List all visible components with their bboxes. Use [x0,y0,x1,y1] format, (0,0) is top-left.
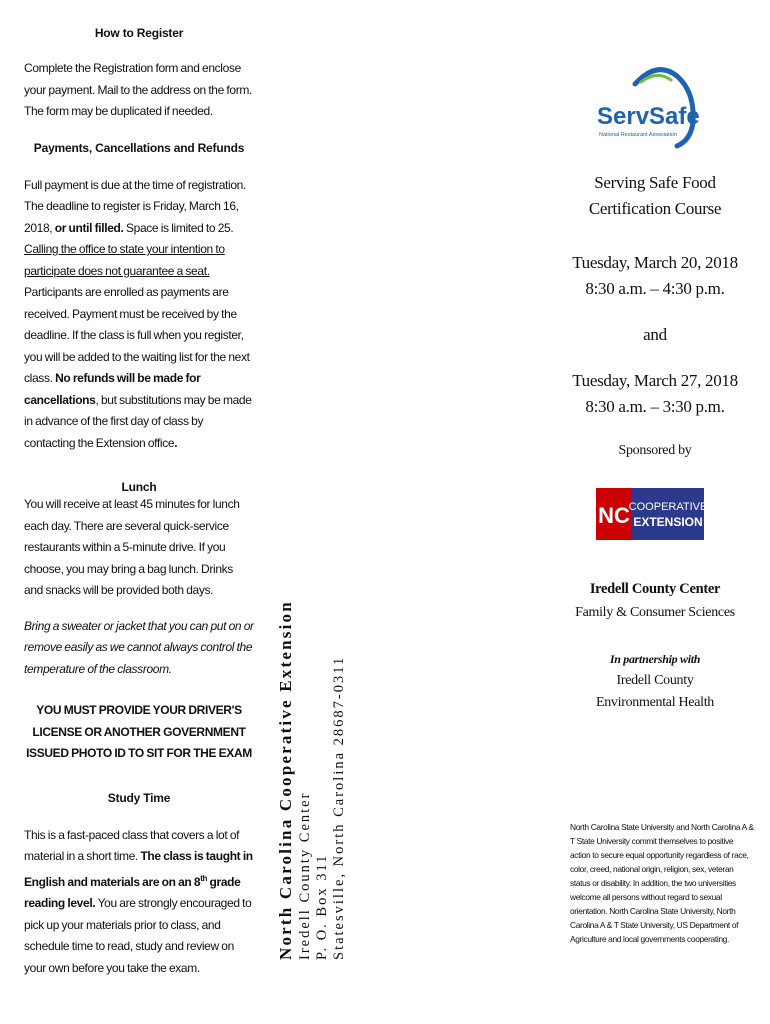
center-subtitle: Family & Consumer Sciences [575,605,735,620]
payments-underlined: Calling the office to state your intention to participate does not guarantee a seat. [24,242,225,278]
study-text-b: You are strongly encouraged to pick up your materials prior to class, and schedule time to read, study and review on your own before you take the exam. [24,896,252,975]
study-time-heading: Study Time [107,790,171,805]
study-sup: th [200,873,208,883]
photo-id-notice [24,700,254,765]
partnership-label: In partnership with [609,652,701,666]
payments-p2-bold: No refunds will be made for cancellations [24,371,201,407]
payments-p1: Full payment is due at the time of registration. The deadline to register is Friday, March 16, 2018, [24,177,246,235]
partner-line-2: Environmental Health [595,695,715,710]
study-bold-b: grade reading level. [24,874,241,910]
nc-cooperative-extension-logo [596,488,704,540]
nc-logo-line-2: EXTENSION [633,515,703,529]
payments-p2-tail: , but substitutions may be made in advance of the first day of class by contacting the Extension office [24,392,252,450]
and-label: and [643,325,667,344]
lunch-heading: Lunch [121,480,157,494]
course-title-1: Serving Safe Food [594,173,716,192]
payments-p1-bold: or until filled. [54,220,124,235]
session-2-time: 8:30 a.m. – 3:30 p.m. [585,397,725,416]
sponsored-by: Sponsored by [618,443,692,458]
payments-p2-end: . [174,435,178,450]
nc-logo-letters: NC [598,503,630,528]
how-to-register-text: Complete the Registration form and enclose your payment. Mail to the address on the form. The form may be duplicated if needed. [24,61,253,118]
session-2-date: Tuesday, March 27, 2018 [572,371,738,390]
photo-id-notice-text: YOU MUST PROVIDE YOUR DRIVER'S LICENSE OR ANOTHER GOVERNMENT ISSUED PHOTO ID TO SIT FOR THE EXAM [26,703,252,760]
payments-p2: Participants are enrolled as payments are received. Payment must be received by the deadline. If the class is full when you register, you will be added to the waiting list for the next class. [24,285,250,385]
study-bold-a: The class is taught in English and materials are on an 8 [24,849,253,889]
servsafe-logo-text: ServSafe [597,103,700,130]
payments-p1-tail: Space is limited to 25. [125,220,234,235]
payments-heading: Payments, Cancellations and Refunds [33,140,245,155]
session-1-date: Tuesday, March 20, 2018 [572,253,738,272]
lunch-text: You will receive at least 45 minutes for lunch each day. There are several quick-service restaurants within a 5-minute drive. If you choose, you may bring a bag lunch. Drinks and snacks will be provided both days. [24,497,240,597]
left-panel [24,24,254,979]
address-line-3: P. O. Box 311 [314,853,330,960]
study-text-a: This is a fast-paced class that covers a lot of material in a short time. [24,827,240,863]
how-to-register-heading: How to Register [94,26,184,40]
address-line-4: Statesville, North Carolina 28687-0311 [331,655,347,960]
address-line-1: North Carolina Cooperative Extension [276,600,295,960]
servsafe-logo-sub: National Restaurant Association [599,132,677,138]
equal-opportunity-statement: North Carolina State University and North Carolina A & T State University commit themselves to positive action to secure equal opportunity regardless of race, color, creed, national origin, religion, sex, veteran status or disability. In addition, the two universities welcome all persons without regard to sexual orientation. North Carolina State University, North Carolina A & T State University, US Department of Agriculture and local governments cooperating. [570,822,754,944]
partner-line-1: Iredell County [616,673,694,688]
center-name: Iredell County Center [589,581,721,597]
lunch-italic-note: Bring a sweater or jacket that you can put on or remove easily as we cannot always control the temperature of the classroom. [24,618,254,676]
study-time-text [24,825,254,980]
address-line-2: Iredell County Center [297,791,313,960]
course-title-2: Certification Course [588,199,722,218]
mailing-address [275,560,348,960]
nc-logo-line-1: COOPERATIVE [628,501,704,513]
session-1-time: 8:30 a.m. – 4:30 p.m. [585,279,725,298]
right-panel [555,60,755,714]
payments-text [24,175,254,455]
